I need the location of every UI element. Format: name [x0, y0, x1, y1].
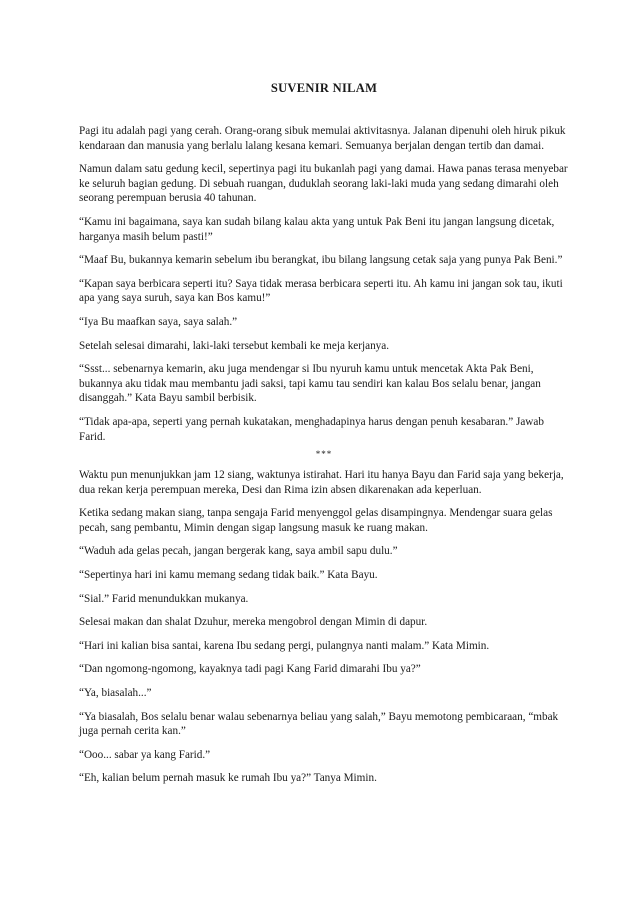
paragraph: “Ooo... sabar ya kang Farid.” — [79, 748, 211, 761]
paragraph: Waktu pun menunjukkan jam 12 siang, waktunya istirahat. Hari itu hanya Bayu dan Farid saja yang bekerja, dua rekan kerja perempuan mereka, Desi dan Rima izin absen dikarenakan ada keperluan. — [79, 469, 564, 496]
paragraph: Namun dalam satu gedung kecil, sepertinya pagi itu bukanlah pagi yang damai. Hawa panas terasa menyebar ke seluruh bagian gedung. Di sebuah ruangan, duduklah seorang laki-laki muda yang sedang dimarahi oleh seorang perempuan berusia 40 tahunan. — [79, 163, 568, 205]
paragraph: “Eh, kalian belum pernah masuk ke rumah Ibu ya?” Tanya Mimin. — [79, 772, 377, 785]
paragraph: “Dan ngomong-ngomong, kayaknya tadi pagi Kang Farid dimarahi Ibu ya?” — [79, 663, 421, 676]
paragraph: “Sial.” Farid menundukkan mukanya. — [79, 592, 249, 605]
paragraph: Selesai makan dan shalat Dzuhur, mereka mengobrol dengan Mimin di dapur. — [79, 616, 428, 629]
paragraph: “Hari ini kalian bisa santai, karena Ibu sedang pergi, pulangnya nanti malam.” Kata Mimin. — [79, 639, 490, 652]
paragraph: “Ya, biasalah...” — [79, 687, 152, 700]
paragraph: “Iya Bu maafkan saya, saya salah.” — [79, 315, 238, 328]
paragraph: “Waduh ada gelas pecah, jangan bergerak kang, saya ambil sapu dulu.” — [79, 545, 398, 558]
paragraph: “Tidak apa-apa, seperti yang pernah kukatakan, menghadapinya harus dengan penuh kesabaran.” Jawab Farid. — [79, 415, 544, 443]
paragraph: Pagi itu adalah pagi yang cerah. Orang-orang sibuk memulai aktivitasnya. Jalanan dipenuhi oleh hiruk pikuk kendaraan dan manusia yang berlalu lalang kesana kemari. Semuanya berjalan dengan tertib dan damai. — [79, 125, 566, 152]
paragraph: Ketika sedang makan siang, tanpa sengaja Farid menyenggol gelas disampingnya. Mendengar suara gelas pecah, sang pembantu, Mimin dengan sigap langsung masuk ke ruang makan. — [79, 507, 553, 534]
paragraph: “Kamu ini bagaimana, saya kan sudah bilang kalau akta yang untuk Pak Beni itu jangan langsung dicetak, harganya masih belum pasti!” — [79, 215, 555, 243]
document-title: SUVENIR NILAM — [270, 81, 378, 95]
paragraph: Setelah selesai dimarahi, laki-laki tersebut kembali ke meja kerjanya. — [79, 339, 390, 352]
paragraph: “Ya biasalah, Bos selalu benar walau sebenarnya beliau yang salah,” Bayu memotong pembicaraan, “mbak juga pernah cerita kan.” — [79, 710, 559, 738]
paragraph: “Maaf Bu, bukannya kemarin sebelum ibu berangkat, ibu bilang langsung cetak saja yang punya Pak Beni.” — [79, 254, 563, 267]
paragraph: “Ssst... sebenarnya kemarin, aku juga mendengar si Ibu nyuruh kamu untuk mencetak Akta Pak Beni, bukannya aku tidak mau membantu jadi saksi, tapi kamu tau sendiri kan kalau Bos selalu benar, jangan disanggah.” Kata Bayu sambil berbisik. — [79, 363, 541, 405]
document-page — [79, 80, 569, 795]
paragraph: “Sepertinya hari ini kamu memang sedang tidak baik.” Kata Bayu. — [79, 569, 378, 582]
paragraph: “Kapan saya berbicara seperti itu? Saya tidak merasa berbicara seperti itu. Ah kamu ini jangan sok tau, ikuti apa yang saya suruh, saya kan Bos kamu!” — [79, 277, 563, 305]
section-separator: *** — [315, 449, 333, 460]
